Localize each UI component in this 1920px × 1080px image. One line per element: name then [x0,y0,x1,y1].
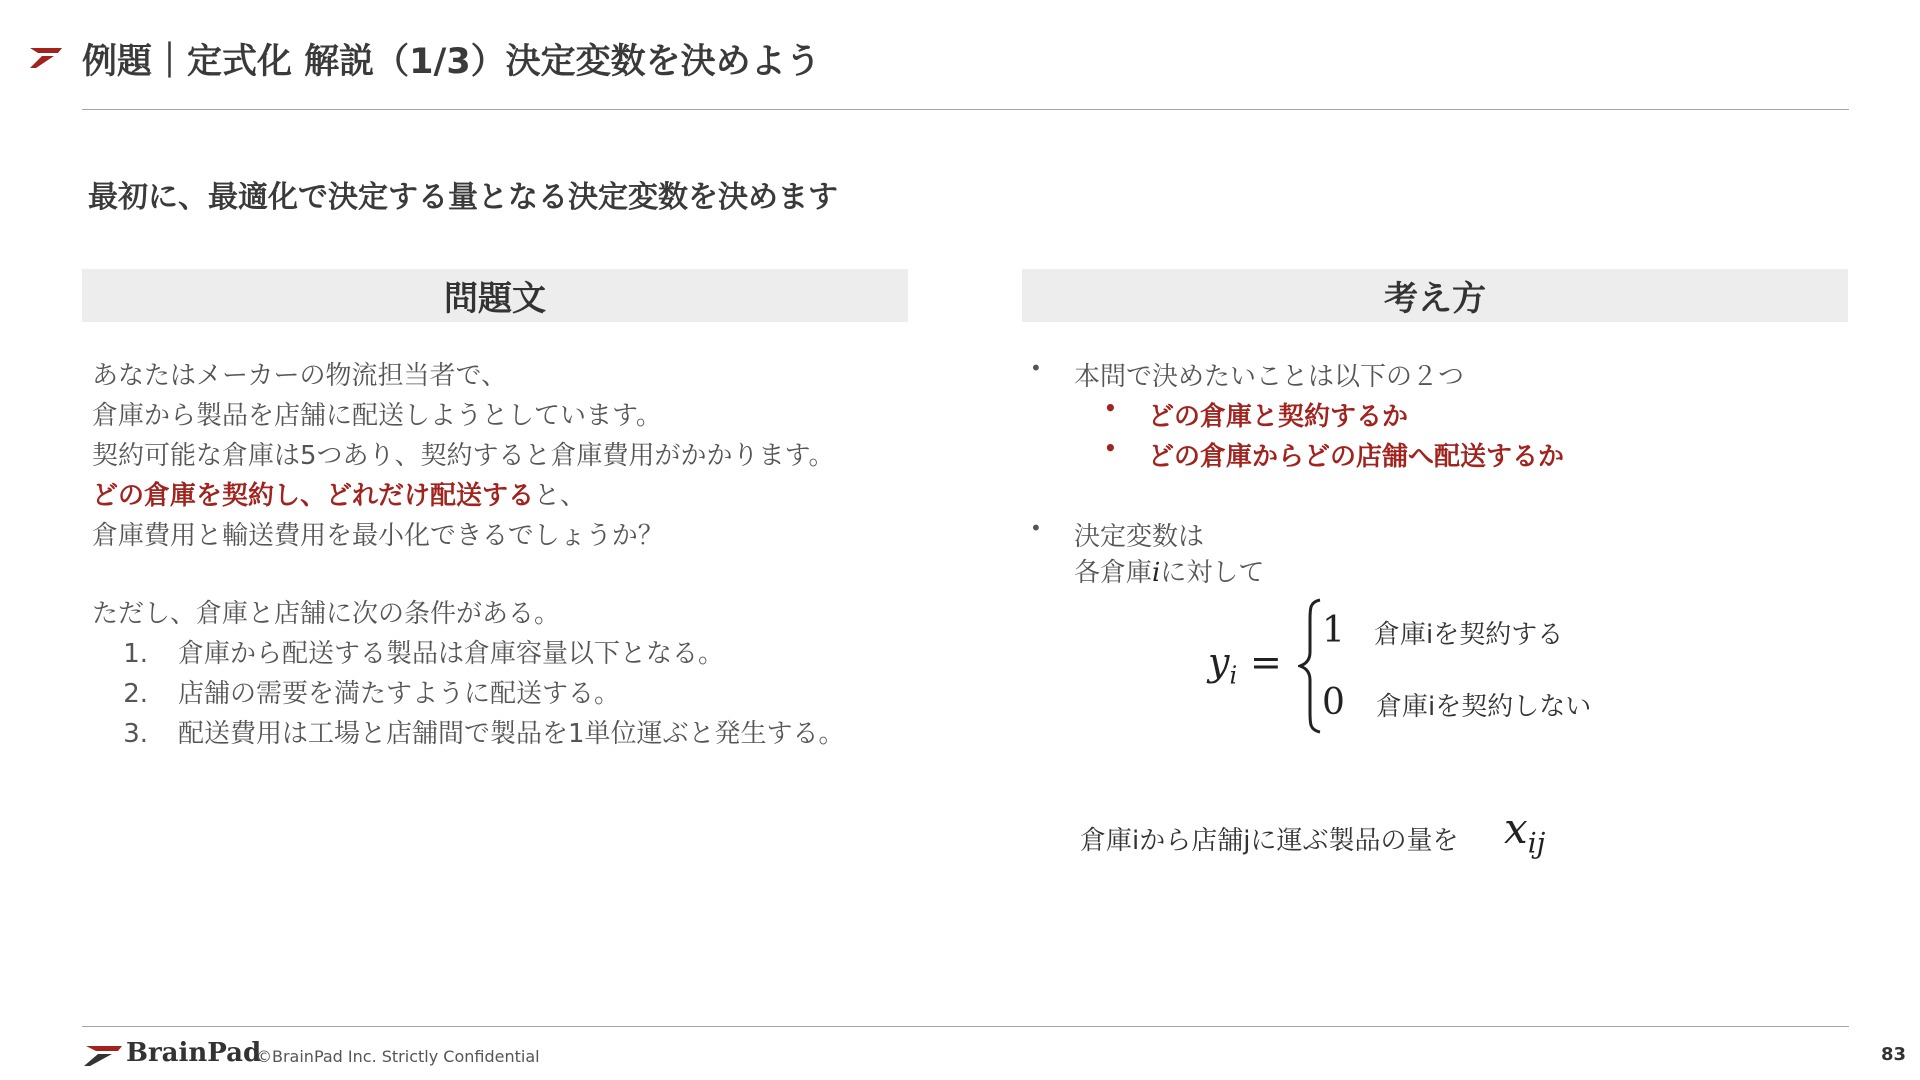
problem-line-3: 契約可能な倉庫は5つあり、契約すると倉庫費用がかかります。 [92,441,835,471]
problem-highlight: どの倉庫を契約し、どれだけ配送する [92,481,535,511]
problem-heading-label: 問題文 [444,279,546,319]
approach-bullet-2-line-2 [1074,552,1264,589]
case-0-text: 倉庫iを契約しない [1376,692,1592,722]
condition-number: 3. [123,719,148,749]
approach-sub-2 [1104,436,1565,473]
problem-line-2: 倉庫から製品を店舗に配送しようとしています。 [92,401,662,431]
condition-text: 店舗の需要を満たすように配送する。 [178,679,621,709]
bullet-icon: • [1030,516,1042,540]
x-variable [1504,804,1545,859]
problem-statement [92,356,845,754]
approach-bullet-2-text: 決定変数は [1074,522,1205,552]
approach-sub-2-text: どの倉庫からどの店舗へ配送するか [1148,442,1565,472]
condition-list [92,634,845,754]
title-divider [82,109,1849,110]
bullet-icon: • [1030,356,1042,380]
case-1-value: 1 [1322,610,1345,651]
condition-number: 2. [123,679,148,709]
equation-lhs [1208,640,1237,690]
bullet-icon: • [1104,436,1117,460]
approach-bullet-1 [1030,356,1465,393]
list-item [92,674,845,714]
approach-bullet-2 [1030,516,1205,553]
x-definition-text: 倉庫iから店舗jに運ぶ製品の量を [1080,826,1459,856]
x-var: x [1504,804,1528,853]
case-0-value: 0 [1322,682,1345,723]
problem-line-4 [92,476,845,516]
bullet-icon: • [1104,396,1117,420]
lead-text: 最初に、最適化で決定する量となる決定変数を決めます [88,180,838,215]
eq-y: y [1208,640,1230,684]
page-number: 83 [1880,1044,1906,1065]
footer-brand: BrainPad [126,1038,262,1068]
eq-y-sub: i [1229,661,1238,690]
problem-line-4-tail: と、 [534,481,587,511]
brainpad-mark-icon [28,44,64,70]
list-item [92,634,845,674]
page-title: 例題｜定式化 解説（1/3）決定変数を決めよう [82,42,821,82]
footer-divider [82,1026,1849,1027]
problem-heading [82,269,908,322]
index-i: i [1152,558,1161,588]
bullet-2-post: に対して [1160,558,1265,588]
brainpad-logo-icon [82,1040,126,1068]
approach-bullet-1-text: 本問で決めたいことは以下の２つ [1074,362,1465,392]
condition-intro: ただし、倉庫と店舗に次の条件がある。 [92,599,561,629]
bullet-2-pre: 各倉庫 [1074,558,1153,588]
x-sub: ij [1527,826,1546,860]
problem-line-1: あなたはメーカーの物流担当者で、 [92,361,507,391]
equation-equals: = [1250,640,1282,684]
problem-line-5: 倉庫費用と輸送費用を最小化できるでしょうか？ [92,521,664,551]
approach-heading [1022,269,1848,322]
approach-heading-label: 考え方 [1384,279,1486,319]
list-item [92,714,845,754]
approach-sub-1-text: どの倉庫と契約するか [1148,402,1409,432]
condition-text: 配送費用は工場と店舗間で製品を1単位運ぶと発生する。 [178,719,845,749]
approach-sub-1 [1104,396,1409,433]
brace-icon [1298,598,1324,734]
condition-text: 倉庫から配送する製品は倉庫容量以下となる。 [178,639,725,669]
footer-copyright: ©BrainPad Inc. Strictly Confidential [256,1047,540,1066]
case-1-text: 倉庫iを契約する [1374,620,1564,650]
condition-number: 1. [123,639,148,669]
